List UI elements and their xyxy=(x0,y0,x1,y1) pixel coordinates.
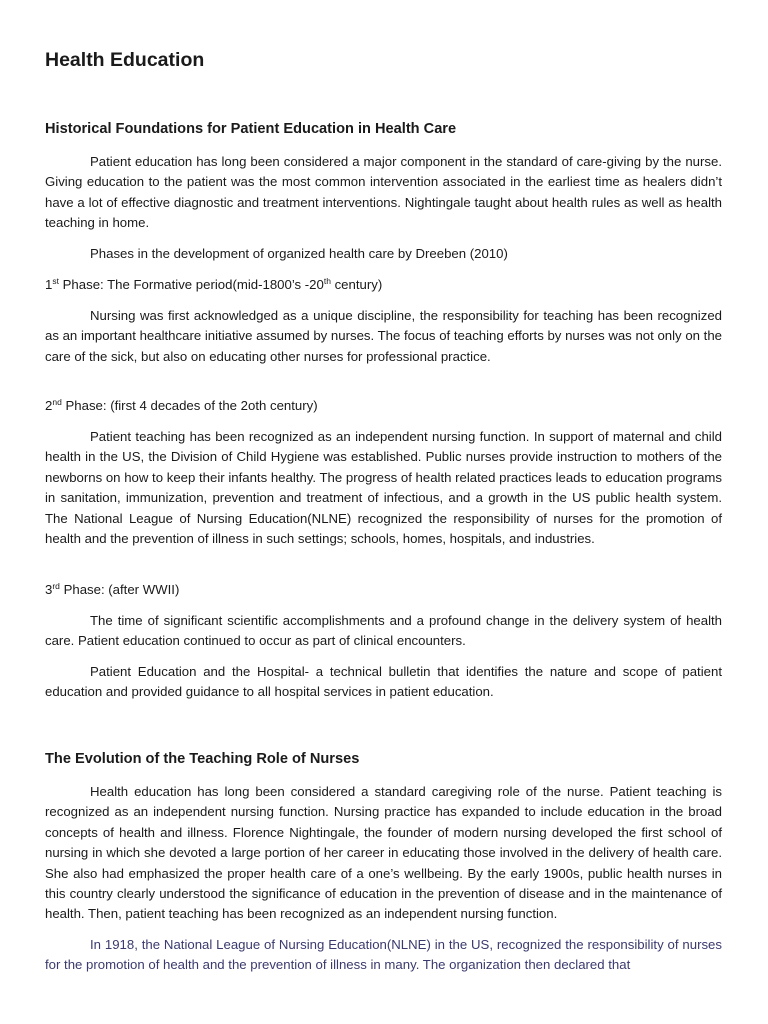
phases-intro: Phases in the development of organized health care by Dreeben (2010) xyxy=(90,246,508,261)
intro-text: Patient education has long been considered a major component in the standard of care-giving by the nurse. Giving education to the patient was the most common intervention associated in the earliest time as healers didn’t have a lot of effective diagnostic and treatment interventions. Nightingale taught about health rules as well as health teaching in home. xyxy=(45,154,722,231)
phase-2-text: Patient teaching has been recognized as an independent nursing function. In support of maternal and child health in the US, the Division of Child Hygiene was established. Public nurses provide instruction to mothers of the newborns on how to keep their infants healthy. The progress of health related practices leads to education programs in sanitation, immunization, prevention and treatment of infectious, and a growth in the US public health system. The National League of Nursing Education(NLNE) recognized the responsibility of nurses for the promotion of health and the prevention of illness in such settings; schools, homes, hospitals, and industries. xyxy=(45,429,722,547)
phase-2-number: 2 xyxy=(45,398,53,413)
phase-2-heading xyxy=(45,396,318,416)
phase-3-bulletin-text: Patient Education and the Hospital- a technical bulletin that identifies the nature and scope of patient education and provided guidance to all hospital services in patient education. xyxy=(45,664,722,700)
phase-3-number: 3 xyxy=(45,582,53,597)
phase-1-text: Nursing was first acknowledged as a unique discipline, the responsibility for teaching has been recognized as an important healthcare initiative assumed by nurses. The focus of teaching efforts by nurses was not only on the care of the sick, but also on educating other nurses for professional practice. xyxy=(45,308,722,364)
phase-1-suffix: st xyxy=(52,276,59,286)
phase-3-label: Phase: (after WWII) xyxy=(59,582,180,597)
nlne-1918-paragraph xyxy=(45,935,722,976)
phase-3-heading xyxy=(45,580,179,600)
phase-1-label-a: Phase: The Formative period(mid-1800’s -20 xyxy=(58,277,324,292)
phase-1-label-b: century) xyxy=(330,277,383,292)
section-heading-historical-foundations: Historical Foundations for Patient Education in Health Care xyxy=(45,121,457,137)
phase-3-paragraph xyxy=(45,611,722,652)
phase-1-number: 1 xyxy=(45,277,53,292)
section-heading-teaching-role: The Evolution of the Teaching Role of Nurses xyxy=(45,751,360,767)
nlne-1918-text: In 1918, the National League of Nursing Education(NLNE) in the US, recognized the responsibility of nurses for the promotion of health and the prevention of illness in many. The organization then declared that xyxy=(45,937,722,973)
phase-2-paragraph xyxy=(45,427,722,549)
phase-3-bulletin-paragraph xyxy=(45,662,722,703)
phase-1-paragraph xyxy=(45,306,722,367)
teaching-role-paragraph xyxy=(45,782,722,925)
phase-1-heading xyxy=(45,275,382,295)
phase-2-suffix: nd xyxy=(52,397,62,407)
intro-paragraph xyxy=(45,152,722,234)
phase-3-text: The time of significant scientific accomplishments and a profound change in the delivery system of health care. Patient education continued to occur as part of clinical encounters. xyxy=(45,613,722,649)
phase-2-label: Phase: (first 4 decades of the 2oth century) xyxy=(61,398,318,413)
teaching-role-text: Health education has long been considered a standard caregiving role of the nurse. Patient teaching is recognized as an independent nursing function. Nursing practice has expanded to include education in the broad concepts of health and illness. Florence Nightingale, the founder of modern nursing developed the first school of nursing in which she devoted a large portion of her career in educating those involved in the delivery of health care. She also had emphasized the proper health care of a one’s wellbeing. By the early 1900s, public health nurses in this country clearly understood the significance of education in the prevention of disease and in the maintenance of health. Then, patient teaching has been recognized as an independent nursing function. xyxy=(45,784,722,922)
phase-3-suffix: rd xyxy=(52,581,60,591)
phase-1-century-suffix: th xyxy=(323,276,331,286)
document-title: Health Education xyxy=(45,49,205,71)
